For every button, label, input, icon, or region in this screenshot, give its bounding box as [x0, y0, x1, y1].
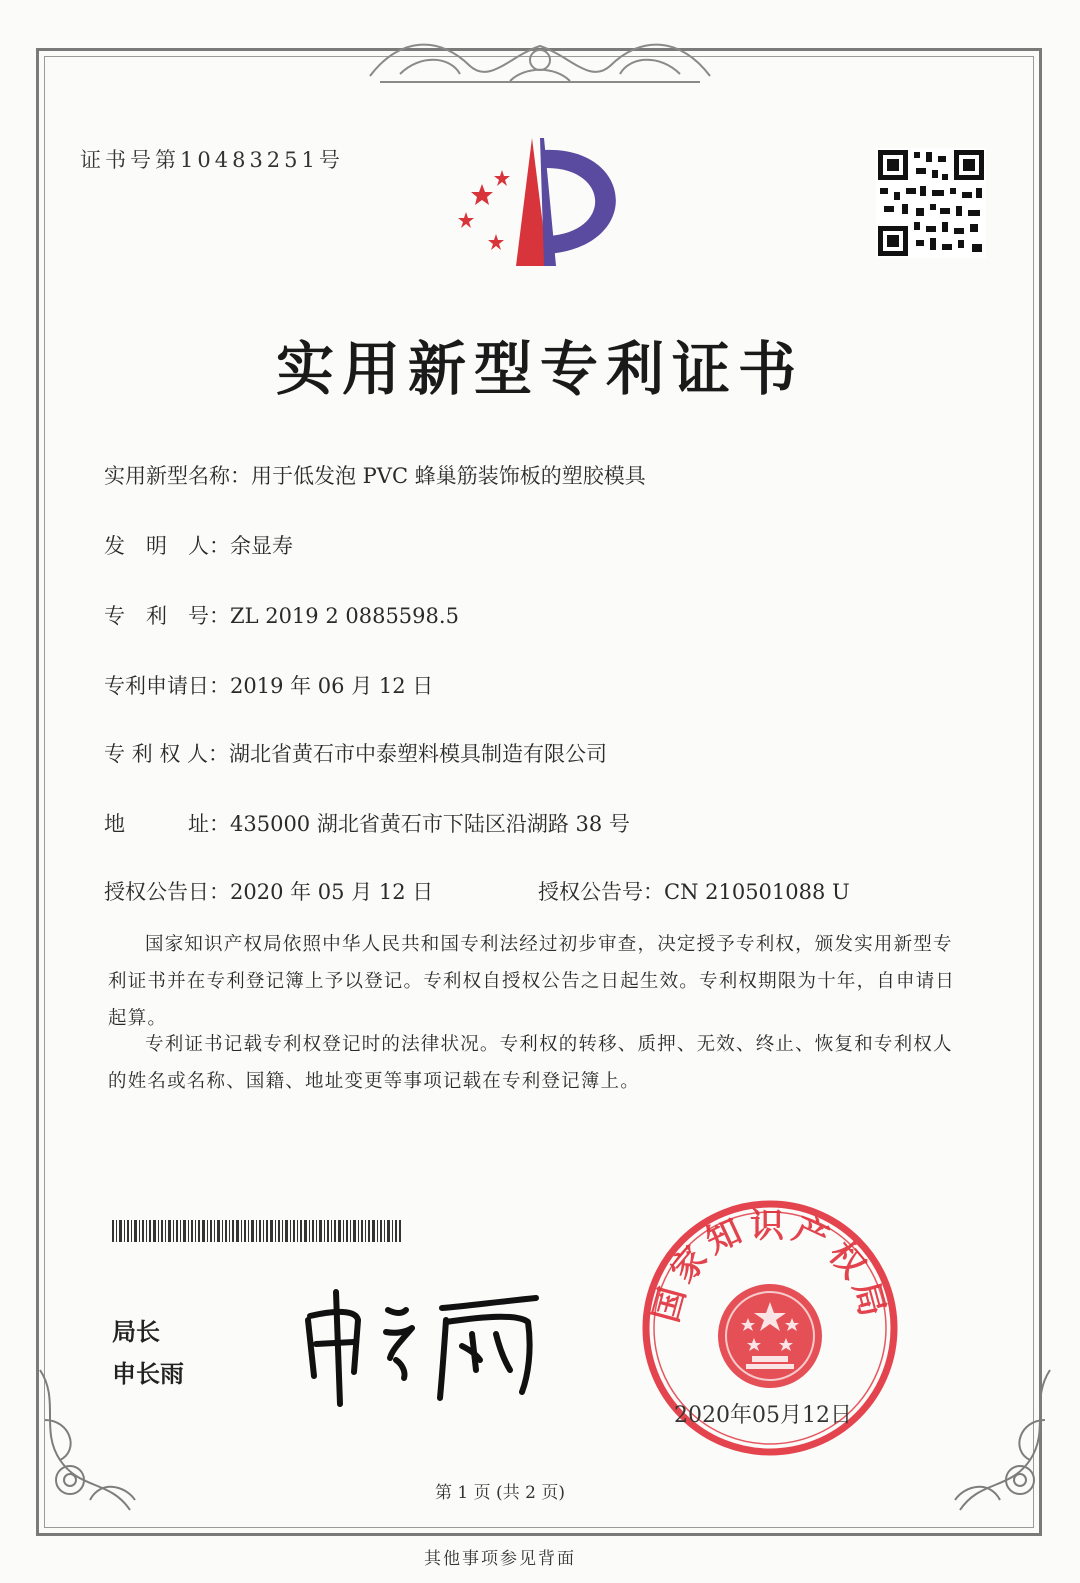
field-grant-number	[538, 876, 850, 906]
field-value: 余显寿	[230, 534, 293, 558]
field-value: ZL 2019 2 0885598.5	[230, 604, 459, 628]
field-label: 专 利 号：	[104, 604, 230, 628]
signature-icon	[296, 1280, 556, 1410]
certificate-number: 证书号第10483251号	[80, 148, 344, 172]
field-value: CN 210501088 U	[664, 880, 850, 904]
field-value: 435000 湖北省黄石市下陆区沿湖路 38 号	[230, 812, 630, 836]
certificate-title: 实用新型专利证书	[275, 335, 804, 403]
field-label: 授权公告日：	[104, 880, 230, 904]
footer-note: 其他事项参见背面	[424, 1549, 576, 1569]
director-name: 申长雨	[112, 1360, 184, 1388]
cnipa-logo-icon	[444, 136, 634, 276]
svg-text:国家知识产权局: 国家知识产权局	[646, 1205, 894, 1327]
barcode-icon	[112, 1220, 402, 1242]
field-value: 2020 年 05 月 12 日	[230, 880, 434, 904]
statement-paragraph: 国家知识产权局依照中华人民共和国专利法经过初步审查，决定授予专利权，颁发实用新型专利证书并在专利登记簿上予以登记。专利权自授权公告之日起生效。专利权期限为十年，自申请日起算。	[108, 934, 956, 1029]
field-label: 专 利 权 人：	[104, 742, 230, 766]
field-value: 用于低发泡 PVC 蜂巢筋装饰板的塑胶模具	[251, 464, 646, 488]
seal-date: 2020年05月12日	[674, 1403, 852, 1428]
field-inventor	[104, 530, 293, 560]
page-number: 第 1 页 (共 2 页)	[435, 1483, 565, 1503]
field-label: 实用新型名称：	[104, 464, 251, 488]
top-ornament-icon	[360, 26, 720, 96]
statement-paragraph: 专利证书记载专利权登记时的法律状况。专利权的转移、质押、无效、终止、恢复和专利权人的姓名或名称、国籍、地址变更等事项记载在专利登记簿上。	[108, 1034, 953, 1092]
qr-code-icon	[876, 148, 986, 258]
field-address	[104, 808, 630, 838]
field-value: 2019 年 06 月 12 日	[230, 674, 434, 698]
field-value: 湖北省黄石市中泰塑料模具制造有限公司	[229, 742, 608, 766]
field-label: 地 址：	[104, 812, 230, 836]
field-grant-date	[104, 876, 433, 906]
field-label: 专利申请日：	[104, 674, 230, 698]
director-title: 局长	[112, 1318, 160, 1346]
field-label: 发 明 人：	[104, 534, 230, 558]
field-utility-model-name	[104, 460, 646, 490]
field-label: 授权公告号：	[538, 880, 664, 904]
field-patent-number	[104, 600, 459, 630]
field-patentee	[104, 738, 607, 768]
field-filing-date	[104, 670, 433, 700]
